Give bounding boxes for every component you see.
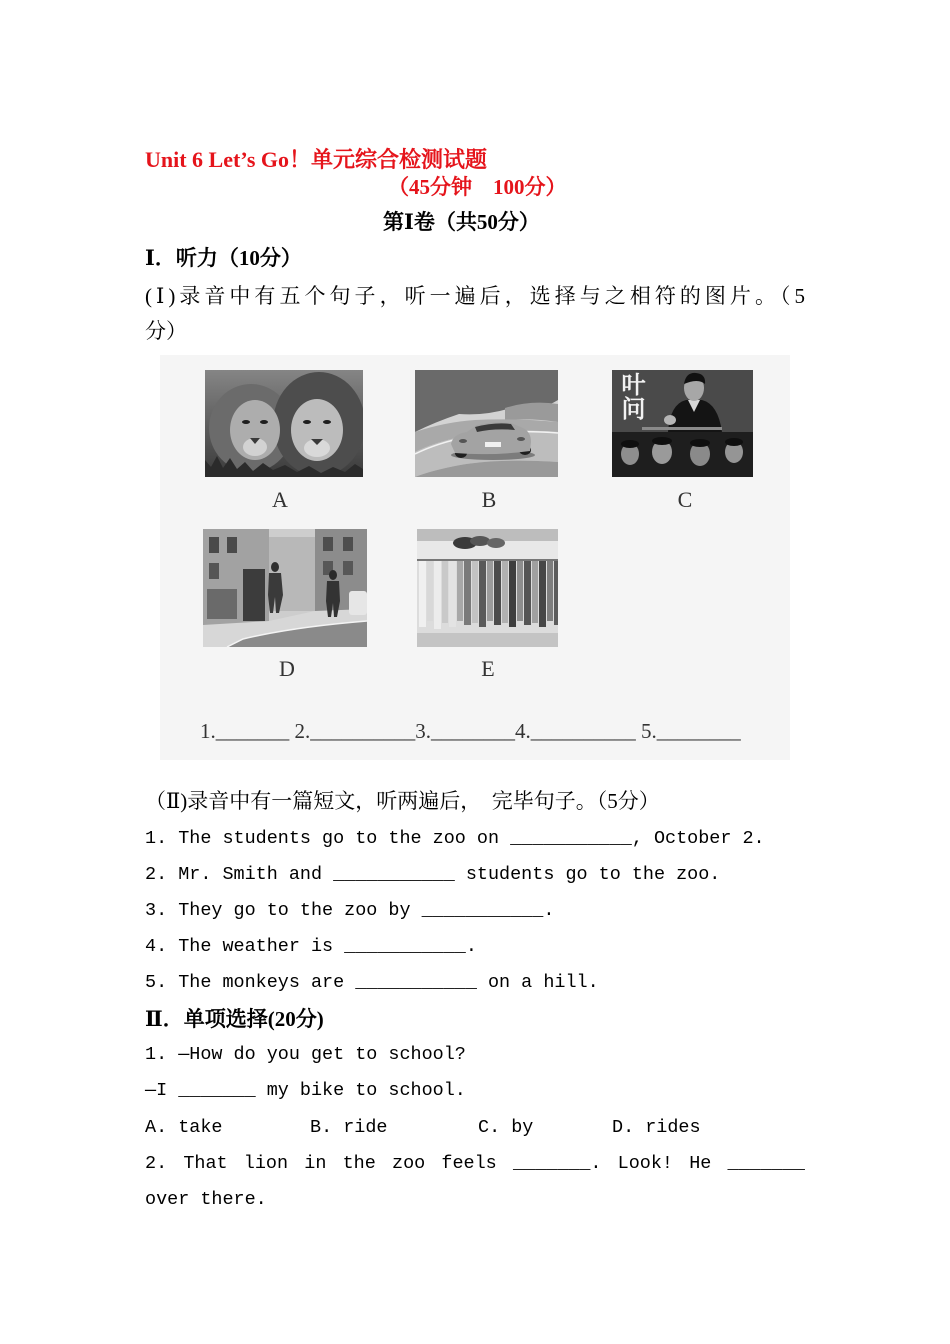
picture-a bbox=[205, 370, 363, 477]
picture-b bbox=[415, 370, 558, 477]
lion-photo bbox=[205, 370, 363, 477]
left-building-window bbox=[209, 563, 219, 579]
garment bbox=[494, 561, 501, 625]
hat-3 bbox=[487, 538, 505, 548]
garment bbox=[472, 561, 478, 623]
garment bbox=[457, 561, 463, 621]
garment bbox=[517, 561, 523, 621]
question-1-stem: 1. —How do you get to school? bbox=[145, 1044, 466, 1065]
fill-sentence-3: 3. They go to the zoo by ___________. bbox=[145, 900, 555, 921]
garment bbox=[554, 561, 558, 625]
question-1-option-c: C. by bbox=[478, 1117, 534, 1138]
picture-label-b: B bbox=[481, 487, 497, 512]
picture-label-d: D bbox=[279, 656, 295, 681]
man-hand bbox=[664, 415, 676, 425]
cast-hair-2 bbox=[652, 437, 672, 445]
car-photo bbox=[415, 370, 558, 477]
exam-duration-score: （45分钟 100分） bbox=[388, 175, 567, 199]
picture-label-e: E bbox=[481, 656, 495, 681]
garment bbox=[464, 561, 471, 625]
picture-label-a: A bbox=[272, 487, 288, 512]
left-building-window bbox=[227, 537, 237, 553]
street-photo bbox=[203, 529, 367, 647]
question-1-option-a: A. take bbox=[145, 1117, 223, 1138]
fill-sentence-2: 2. Mr. Smith and ___________ students go to the zoo. bbox=[145, 864, 721, 885]
garment bbox=[427, 561, 433, 621]
garment bbox=[547, 561, 553, 621]
poster-caption-strip bbox=[642, 427, 722, 430]
fill-sentence-5: 5. The monkeys are ___________ on a hill. bbox=[145, 972, 599, 993]
part1-instruction-line2: 分） bbox=[145, 319, 187, 343]
picture-c bbox=[612, 370, 753, 477]
garment bbox=[509, 561, 516, 627]
picture-label-c: C bbox=[677, 487, 693, 512]
poster-title: 叶问 bbox=[617, 372, 646, 420]
garment bbox=[419, 561, 426, 627]
exam-title: Unit 6 Let’s Go！单元综合检测试题 bbox=[145, 147, 488, 172]
shop-entrance bbox=[243, 569, 265, 621]
question-2-stem: 2. That lion in the zoo feels _______. Look! He _______ bbox=[145, 1153, 805, 1174]
question-1-option-d: D. rides bbox=[612, 1117, 701, 1138]
question-2-continuation: over there. bbox=[145, 1189, 267, 1210]
cast-hair-3 bbox=[690, 439, 710, 447]
shop-window bbox=[207, 589, 237, 619]
hat-2 bbox=[470, 536, 490, 546]
left-building-window bbox=[209, 537, 219, 553]
right-building-window bbox=[343, 537, 353, 551]
car-rear-right-light bbox=[517, 437, 525, 441]
store-floor bbox=[417, 633, 558, 647]
clothes-store-photo bbox=[417, 529, 558, 647]
cast-hair-1 bbox=[621, 440, 639, 448]
lion-left-eye bbox=[303, 420, 311, 424]
right-building-window bbox=[343, 561, 353, 575]
license-plate bbox=[485, 442, 501, 447]
picture-e bbox=[417, 529, 558, 647]
picture-figure bbox=[160, 355, 790, 760]
clothes-rail bbox=[417, 559, 558, 561]
picture-d bbox=[203, 529, 367, 647]
question-1-answer-line: —I _______ my bike to school. bbox=[145, 1080, 466, 1101]
pedestrian-1-head bbox=[271, 562, 279, 572]
lioness-right-eye bbox=[260, 420, 268, 424]
lioness-left-eye bbox=[242, 420, 250, 424]
lion-right-eye bbox=[323, 420, 331, 424]
part2-instruction: （Ⅱ)录音中有一篇短文，听两遍后， 完毕句子。（5分） bbox=[145, 789, 660, 813]
listening-heading: Ⅰ．听力（10分） bbox=[145, 246, 302, 270]
question-1-options bbox=[145, 1110, 805, 1146]
volume-heading: 第Ⅰ卷（共50分） bbox=[383, 210, 540, 234]
garment bbox=[539, 561, 546, 627]
garment bbox=[532, 561, 538, 623]
cast-hair-4 bbox=[725, 438, 743, 446]
multiple-choice-heading: Ⅱ．单项选择(20分) bbox=[145, 1007, 324, 1031]
picture-answer-blanks: 1._______ 2.__________3.________4.__________ 5.________ bbox=[200, 719, 741, 743]
part1-instruction-line1: (Ⅰ)录音中有五个句子，听一遍后，选择与之相符的图片。（5 bbox=[145, 284, 805, 308]
car-rear-left-light bbox=[459, 439, 467, 443]
garment bbox=[479, 561, 486, 627]
question-1-option-b: B. ride bbox=[310, 1117, 388, 1138]
fill-sentence-4: 4. The weather is ___________. bbox=[145, 936, 477, 957]
right-building-window bbox=[323, 537, 333, 551]
fill-sentence-1: 1. The students go to the zoo on ___________, October 2. bbox=[145, 828, 765, 849]
pedestrian-2-head bbox=[329, 570, 337, 580]
garment bbox=[502, 561, 508, 623]
garment bbox=[442, 561, 448, 623]
garment bbox=[487, 561, 493, 621]
parked-car bbox=[349, 591, 367, 615]
garment bbox=[449, 561, 456, 627]
garment bbox=[434, 561, 441, 629]
garment bbox=[524, 561, 531, 625]
